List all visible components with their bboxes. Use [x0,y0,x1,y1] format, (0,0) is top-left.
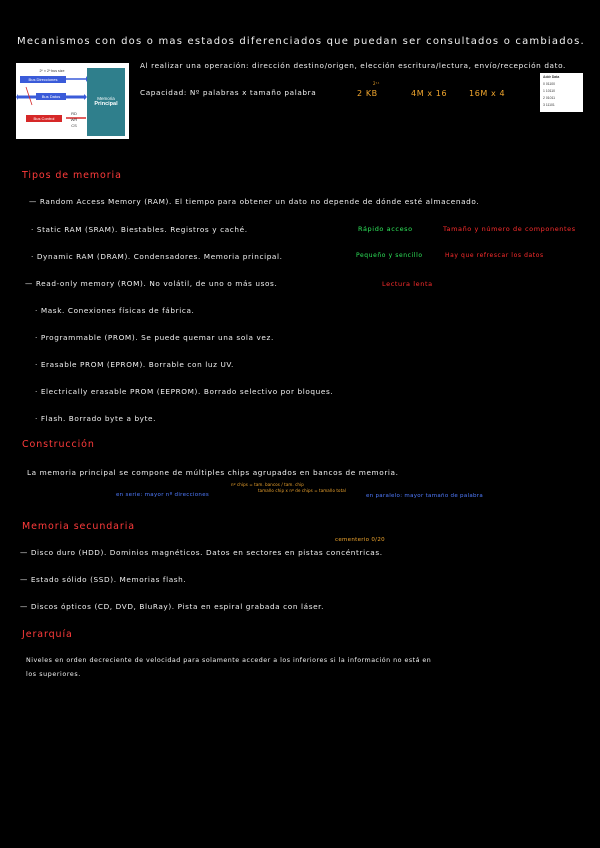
capacity-label: Capacidad: Nº palabras x tamaño palabra [140,88,317,97]
signal-rd: RD [71,111,77,116]
memoria-principal-box [87,68,125,136]
intro-title: Mecanismos con dos o mas estados diferenciados que puedan ser consultados o cambiados. [17,36,585,47]
dram-line: · Dynamic RAM (DRAM). Condensadores. Memoria principal. [31,252,283,261]
rom-disadvantage: Lectura lenta [382,280,433,288]
opticos-line: — Discos ópticos (CD, DVD, BluRay). Pista en espiral grabada con láser. [20,602,325,611]
bus-control: Bus Control [26,115,62,122]
construccion-line: La memoria principal se compone de múltiples chips agrupados en bancos de memoria. [27,468,399,477]
heading-jerarquia: Jerarquía [22,629,73,640]
heading-tipos-memoria: Tipos de memoria [22,170,122,181]
hdd-line: — Disco duro (HDD). Dominios magnéticos. Datos en sectores en pistas concéntricas. [20,548,383,557]
table-row: 0 01100 [543,82,556,86]
intro-line1: Al realizar una operación: dirección destino/origen, elección escritura/lectura, envío/recepción dato. [140,61,566,70]
dram-advantage: Pequeño y sencillo [356,252,423,259]
serie-note-1: nº chips = tam. bancos / tam. chip [231,482,304,487]
serie-text: en serie: mayor nº direcciones [116,492,210,498]
capacity-value-1: 2 KB [357,89,378,98]
table-row: 3 11101 [543,103,555,107]
prom-line: · Programmable (PROM). Se puede quemar una sola vez. [35,333,274,342]
sram-disadvantage: Tamaño y número de componentes [443,225,576,233]
eeprom-line: · Electrically erasable PROM (EEPROM). Borrado selectivo por bloques. [35,387,334,396]
heading-memoria-secundaria: Memoria secundaria [22,521,135,532]
bus-datos: Bus Datos [36,93,66,100]
table-row: Addr Data [543,75,560,79]
heading-construccion: Construcción [22,439,95,450]
memory-line1: Memoria [97,96,115,101]
bus-direcciones: Bus Direcciones [20,76,66,83]
capacity-exponent: 2¹¹ [373,81,380,86]
dram-disadvantage: Hay que refrescar los datos [445,252,544,259]
sram-line: · Static RAM (SRAM). Biestables. Registros y caché. [31,225,248,234]
hdd-note: cementerio 0/20 [335,537,385,543]
ram-line: — Random Access Memory (RAM). El tiempo para obtener un dato no depende de dónde esté almacenado. [29,197,480,206]
capacity-value-2: 4M x 16 [411,89,448,98]
rom-line: — Read-only memory (ROM). No volátil, de uno o más usos. [25,279,278,288]
serie-note-2: tamaño chip x nº de chips = tamaño total [258,488,347,493]
paralelo-text: en paralelo: mayor tamaño de palabra [366,493,484,499]
table-row: 2 01011 [543,96,556,100]
eprom-line: · Erasable PROM (EPROM). Borrable con luz UV. [35,360,234,369]
sram-advantage: Rápido acceso [358,225,413,233]
address-table-thumbnail [540,73,583,112]
memory-line2: Principal [94,101,118,108]
jerarquia-line-2: los superiores. [26,671,81,678]
signal-cs: CS [71,123,77,128]
ssd-line: — Estado sólido (SSD). Memorias flash. [20,575,187,584]
memory-diagram [16,63,129,139]
signal-wr: WR [70,117,78,122]
flash-line: · Flash. Borrado byte a byte. [35,414,157,423]
mask-line: · Mask. Conexiones físicas de fábrica. [35,306,195,315]
bus-width-label: 2ⁿ × 2ⁿ bus size [39,69,65,73]
capacity-value-3: 16M x 4 [469,89,506,98]
jerarquia-line-1: Niveles en orden decreciente de velocidad para solamente acceder a los inferiores si la información no está en [26,657,432,664]
table-row: 1 10110 [543,89,556,93]
